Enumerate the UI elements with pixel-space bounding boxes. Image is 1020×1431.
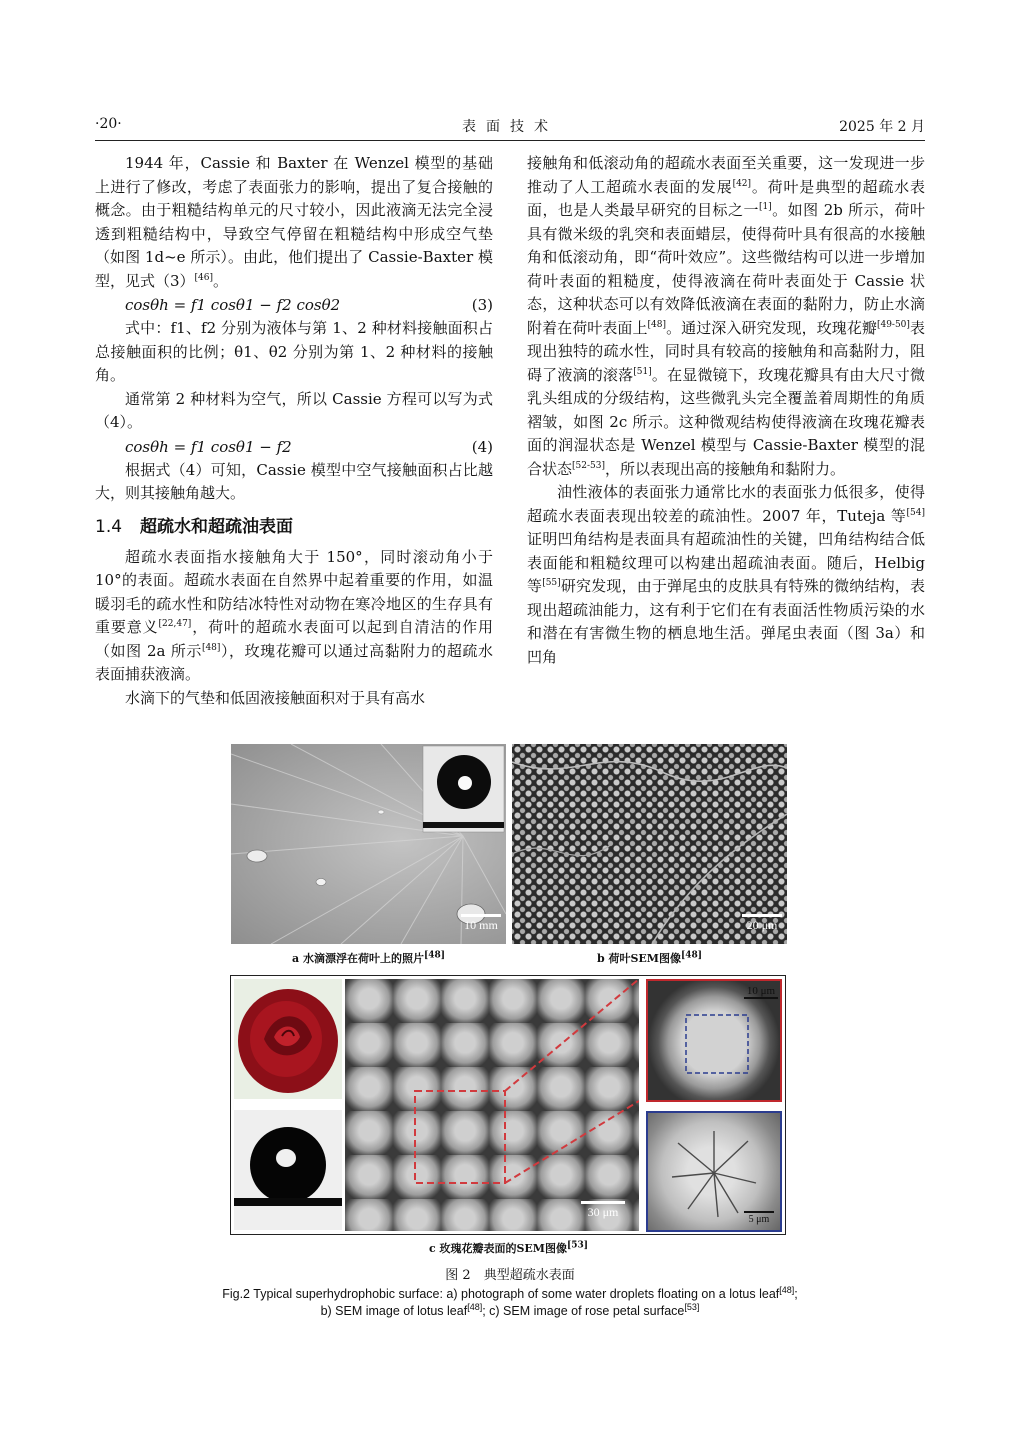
subcaption-b: b 荷叶SEM图像[48] bbox=[596, 950, 703, 965]
citation: [48] bbox=[647, 319, 666, 330]
droplet-icon bbox=[234, 1110, 342, 1230]
citation: [22,47] bbox=[158, 619, 192, 629]
page-number: ·20· bbox=[95, 116, 122, 132]
equation-3 bbox=[95, 293, 493, 317]
citation: [51] bbox=[633, 366, 652, 377]
rose-sem-zoom-1 bbox=[646, 979, 782, 1102]
section-title: 超疏水和超疏油表面 bbox=[140, 516, 294, 537]
header-rule bbox=[95, 140, 925, 141]
rose-droplet-photo bbox=[234, 1110, 342, 1230]
equation-body: cosθh = f1 cosθ1 − f2 cosθ2 bbox=[125, 296, 341, 314]
right-column bbox=[527, 152, 925, 669]
subcaption-a: a 水滴漂浮在荷叶上的照片[48] bbox=[291, 950, 445, 965]
rose-sem-zoom-2 bbox=[646, 1111, 782, 1232]
paragraph-oleophobic: 油性液体的表面张力通常比水的表面张力低很多，使得超疏水表面表现出较差的疏油性。2007 年，Tuteja 等[54]证明凹角结构是表面具有超疏油性的关键，凹角结构结合低表面能和粗糙纹理可以构建出超疏油表面。随后，Helbig 等[55]研究发现，由于弹尾虫的皮肤具有特殊的微纳结构，表现出超疏油能力，这有利于它们在有表面活性物质污染的水和潜在有害微生物的栖息地生活。弹尾虫表面（图 3a）和凹角 bbox=[527, 483, 925, 666]
issue-date: 2025 年 2 月 bbox=[839, 119, 925, 135]
citation: [54] bbox=[906, 507, 925, 518]
figure-caption-en-line2: b) SEM image of lotus leaf[48]; c) SEM image of rose petal surface[53] bbox=[320, 1301, 700, 1318]
subcaption-c: c 玫瑰花瓣表面的SEM图像[53] bbox=[428, 1240, 589, 1255]
journal-name: 表面技术 bbox=[462, 119, 558, 135]
scale-bar-b: 20 μm bbox=[742, 914, 782, 933]
scale-bar-a: 10 mm bbox=[461, 914, 501, 933]
rose-sem-main bbox=[345, 979, 639, 1231]
scale-bar-c-main: 30 μm bbox=[581, 1201, 625, 1220]
citation: [46] bbox=[194, 272, 214, 283]
section-heading bbox=[95, 514, 493, 540]
citation: [52-53] bbox=[572, 460, 605, 471]
scale-bar-c-r1: 10 μm bbox=[744, 985, 778, 1000]
rose-photo bbox=[234, 979, 342, 1099]
zoom-box-overlay bbox=[345, 979, 639, 1231]
citation: [1] bbox=[758, 202, 772, 212]
paragraph-lotus-rose: 接触角和低滚动角的超疏水表面至关重要，这一发现进一步推动了人工超疏水表面的发展[42]。荷叶是典型的超疏水表面，也是人类最早研究的目标之一[1]。如图 2b 所示，荷叶具有微米级的乳突和表面蜡层，使得荷叶具有很高的水接触角和低滚动角，即“荷叶效应”。这些微结构可以进一步增加荷叶表面的粗糙度，使得液滴在荷叶表面处于 Cassie 状态，这种状态可以有效降低液滴在表面的黏附力，防止水滴附着在荷叶表面上[48]。通过深入研究发现，玫瑰花瓣[49-50]表现出独特的疏水性，同时具有较高的接触角和高黏附力，阻碍了液滴的滚落[51]。在显微镜下，玫瑰花瓣具有由大尺寸微乳头组成的分级结构，这些微乳头完全覆盖着周期性的角质褶皱，如图 2c 所示。这种微观结构使得液滴在玫瑰花瓣表面的润湿状态是 Wenzel 模型与 Cassie-Baxter 模型的混合状态[52-53]，所以表现出高的接触角和黏附力。 bbox=[527, 154, 925, 478]
equation-number: (4) bbox=[471, 437, 493, 456]
paragraph-conclusion: 根据式（4）可知，Cassie 模型中空气接触面积占比越大，则其接触角越大。 bbox=[95, 460, 493, 502]
equation-4 bbox=[95, 435, 493, 459]
citation: [55] bbox=[542, 578, 561, 588]
paragraph-symbols: 式中：f1、f2 分别为液体与第 1、2 种材料接触面积占总接触面积的比例；θ1、θ2 分别为第 1、2 种材料的接触角。 bbox=[95, 319, 493, 384]
equation-number: (3) bbox=[471, 296, 493, 314]
rose-icon bbox=[234, 979, 342, 1099]
paragraph-superhydrophobic: 超疏水表面指水接触角大于 150°，同时滚动角小于 10°的表面。超疏水表面在自然界中起着重要的作用，如温暖羽毛的疏水性和防结冰特性对动物在寒冷地区的生存具有重要意义[22,47]，荷叶的超疏水表面可以起到自清洁的作用（如图 2a 所示[48]），玫瑰花瓣可以通过高黏附力的超疏水表面捕获液滴。 bbox=[95, 547, 493, 683]
section-number: 1.4 bbox=[95, 516, 123, 537]
citation: [42] bbox=[732, 178, 752, 189]
scale-bar-c-r2: 5 μm bbox=[744, 1211, 774, 1225]
paragraph-air-cushion: 水滴下的气垫和低固液接触面积对于具有高水 bbox=[125, 688, 426, 707]
citation: [49-50] bbox=[876, 319, 910, 330]
paragraph-cassie: 1944 年，Cassie 和 Baxter 在 Wenzel 模型的基础上进行了修改，考虑了表面张力的影响，提出了复合接触的概念。由于粗糙结构单元的尺寸较小，因此液滴无法完全浸透到粗糙结构中，导致空气停留在粗糙结构中形成空气垫（如图 1d~e 所示）。由此，他们提出了 Cassie-Baxter 模型，见式（3）[46]。 bbox=[95, 154, 493, 290]
paragraph-air: 通常第 2 种材料为空气，所以 Cassie 方程可以写为式（4）。 bbox=[95, 389, 493, 431]
page-header bbox=[95, 116, 925, 138]
citation: [48] bbox=[201, 642, 221, 653]
figure-2b-lotus-sem bbox=[512, 744, 787, 944]
equation-body: cosθh = f1 cosθ1 − f2 bbox=[125, 437, 292, 456]
figure-caption-cn: 图 2 典型超疏水表面 bbox=[445, 1268, 575, 1283]
figure-2a-lotus-photo bbox=[231, 744, 506, 944]
left-column bbox=[95, 152, 493, 710]
figure-caption-en-line1: Fig.2 Typical superhydrophobic surface: a) photograph of some water droplets floating on a lotus leaf[48]; bbox=[222, 1284, 798, 1301]
